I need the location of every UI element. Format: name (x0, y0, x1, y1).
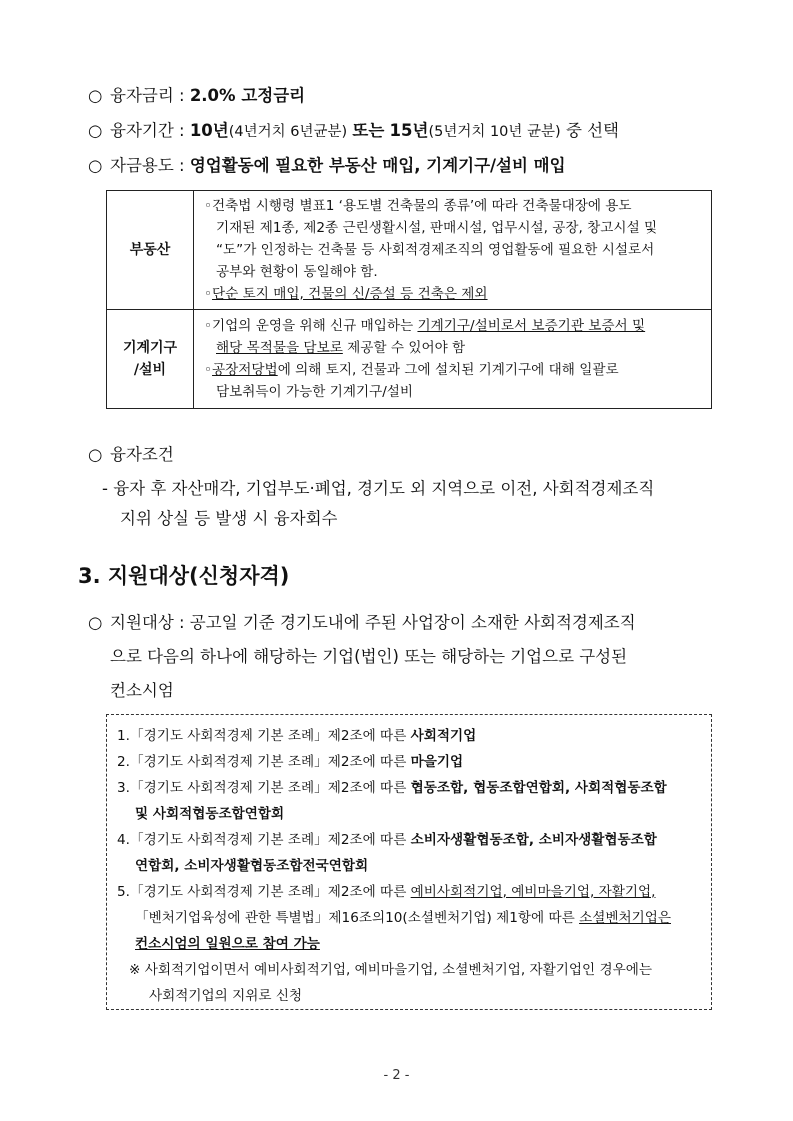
eligibility-box (106, 714, 712, 1010)
loan-period-option-1-note: (4년거치 6년균분) (228, 124, 348, 140)
machinery-line-1-text: ◦기업의 운영을 위해 신규 매입하는 (204, 318, 418, 334)
list-item (117, 723, 703, 749)
machinery-line-2-text: 제공할 수 있어야 함 (342, 340, 466, 356)
conditions-line-1: - 융자 후 자산매각, 기업부도·폐업, 경기도 외 지역으로 이전, 사회적경제조직 (102, 479, 655, 498)
list-item (117, 775, 703, 801)
section-title: 3. 지원대상(신청자격) (78, 564, 290, 588)
note-line-2: 사회적기업의 지위로 신청 (149, 988, 303, 1004)
loan-rate-row (88, 82, 305, 106)
machinery-line-2-underlined: 해당 목적물을 담보로 (216, 340, 343, 356)
list-item-4-continued: 연합회, 소비자생활협동조합전국연합회 (135, 858, 369, 874)
list-item (117, 749, 703, 775)
list-item-3-continued: 및 사회적협동조합연합회 (135, 806, 285, 822)
loan-rate-label: 융자금리 : (110, 86, 185, 105)
real-estate-line-1: ◦건축법 시행령 별표1 ‘용도별 건축물의 종류’에 따라 건축물대장에 용도 (204, 198, 632, 214)
machinery-line-3-bullet: ◦ (204, 362, 213, 378)
list-item (117, 827, 703, 853)
bullet-circle-icon: ○ (88, 156, 103, 175)
list-item-5-line-2 (117, 905, 703, 931)
list-item-1-bold: 사회적기업 (410, 728, 477, 744)
loan-period-suffix: 중 선택 (565, 121, 619, 140)
table-row-machinery (107, 310, 712, 409)
fund-use-value: 영업활동에 필요한 부동산 매입, 기계기구/설비 매입 (189, 156, 566, 175)
real-estate-body (194, 191, 712, 310)
real-estate-line-3: “도”가 인정하는 건축물 등 사회적경제조직의 영업활동에 필요한 시설로서 (216, 242, 655, 258)
conditions-detail (102, 474, 654, 534)
machinery-line-3-text: 에 의해 토지, 건물과 그에 설치된 기계기구에 대해 일괄로 (277, 362, 619, 378)
fund-use-label: 자금용도 : (110, 156, 185, 175)
machinery-line-1-underlined: 기계기구/설비로서 보증기관 보증서 및 (417, 318, 646, 334)
machinery-line-2 (204, 337, 703, 359)
list-item-4-text: 4.「경기도 사회적경제 기본 조례」제2조에 따른 (117, 832, 411, 848)
conditions-line-2: 지위 상실 등 발생 시 융자회수 (120, 509, 338, 528)
target-paragraph (88, 606, 636, 708)
table-row-real-estate (107, 191, 712, 310)
machinery-header-line-1: 기계기구 (122, 340, 178, 356)
page-number: - 2 - (383, 1068, 410, 1083)
loan-period-row (88, 117, 619, 141)
machinery-header-line-2: /설비 (133, 362, 167, 378)
loan-period-or: 또는 (352, 121, 385, 140)
real-estate-line-2: 기재된 제1종, 제2종 근린생활시설, 판매시설, 업무시설, 공장, 창고시설 및 (216, 220, 658, 236)
real-estate-line-5 (204, 283, 703, 305)
conditions-label: 융자조건 (110, 445, 174, 464)
fund-use-row (88, 152, 566, 176)
real-estate-exclusion: 단순 토지 매입, 건물의 신/증설 등 건축은 제외 (212, 286, 488, 302)
real-estate-line-5-bullet: ◦ (204, 286, 213, 302)
list-item (117, 879, 703, 905)
machinery-body (194, 310, 712, 409)
machinery-line-1 (204, 315, 703, 337)
loan-period-option-2-note: (5년거치 10년 균분) (428, 124, 561, 140)
target-line-1 (88, 606, 636, 640)
machinery-header (107, 310, 194, 409)
bullet-circle-icon: ○ (88, 445, 103, 464)
note-line-1: ※ 사회적기업이면서 예비사회적기업, 예비마을기업, 소셜벤처기업, 자활기업인 경우에는 (129, 962, 653, 978)
bullet-circle-icon: ○ (88, 86, 103, 105)
list-item-5-line-3: 컨소시엄의 일원으로 참여 가능 (135, 936, 320, 952)
loan-period-option-2: 15년 (389, 121, 429, 140)
list-item-3-text: 3.「경기도 사회적경제 기본 조례」제2조에 따른 (117, 780, 411, 796)
list-item-5-line-2-text: 「벤처기업육성에 관한 특별법」제16조의10(소셜벤처기업) 제1항에 따른 (135, 910, 580, 926)
machinery-line-3-underlined: 공장저당법 (212, 362, 278, 378)
loan-period-option-1: 10년 (189, 121, 229, 140)
conditions-row (88, 441, 174, 465)
machinery-line-4: 담보취득이 가능한 기계기구/설비 (216, 384, 414, 400)
list-item-5-text: 5.「경기도 사회적경제 기본 조례」제2조에 따른 (117, 884, 411, 900)
bullet-circle-icon: ○ (88, 121, 103, 140)
loan-period-label: 융자기간 : (110, 121, 185, 140)
target-line-1-text: 지원대상 : 공고일 기준 경기도내에 주된 사업장이 소재한 사회적경제조직 (110, 613, 636, 632)
real-estate-line-4: 공부와 현황이 동일해야 함. (216, 264, 378, 280)
list-item-2-text: 2.「경기도 사회적경제 기본 조례」제2조에 따른 (117, 754, 411, 770)
bullet-circle-icon: ○ (88, 613, 103, 632)
list-item-5-underlined: 예비사회적기업, 예비마을기업, 자활기업, (410, 884, 656, 900)
real-estate-header: 부동산 (107, 191, 194, 310)
target-line-3: 컨소시엄 (110, 681, 174, 700)
list-item-2-bold: 마을기업 (410, 754, 464, 770)
list-item-3-bold: 협동조합, 협동조합연합회, 사회적협동조합 (410, 780, 667, 796)
list-item-1-text: 1.「경기도 사회적경제 기본 조례」제2조에 따른 (117, 728, 411, 744)
list-item-4-bold: 소비자생활협동조합, 소비자생활협동조합 (410, 832, 657, 848)
machinery-line-3 (204, 359, 703, 381)
fund-use-table (106, 190, 712, 409)
target-line-2: 으로 다음의 하나에 해당하는 기업(법인) 또는 해당하는 기업으로 구성된 (110, 647, 628, 666)
list-item-5-line-2-underlined: 소셜벤처기업은 (579, 910, 671, 926)
loan-rate-value: 2.0% 고정금리 (189, 86, 306, 105)
